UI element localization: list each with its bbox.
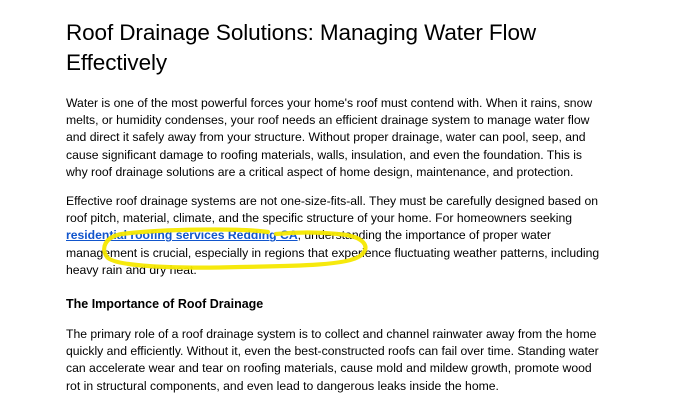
drainage-systems-paragraph <box>66 193 606 279</box>
intro-paragraph: Water is one of the most powerful forces your home's roof must contend with. When it rains, snow melts, or humidity condenses, your roof needs an efficient drainage system to manage water flow and direct it safely away from your structure. Without proper drainage, water can pool, seep, and cause significant damage to roofing materials, walls, insulation, and even the foundation. This is why roof drainage solutions are a critical aspect of home design, maintenance, and protection. <box>66 96 593 179</box>
importance-paragraph: The primary role of a roof drainage system is to collect and channel rainwater away from the home quickly and efficiently. Without it, even the best-constructed roofs can fail over time. Standing water can accelerate wear and tear on roofing materials, cause mold and mildew growth, promote wood rot in structural components, and even lead to dangerous leaks inside the home. <box>66 327 599 393</box>
residential-roofing-link[interactable]: residential roofing services Redding CA <box>66 228 298 243</box>
paragraph-text-before-link: Effective roof drainage systems are not one-size-fits-all. They must be carefully designed based on roof pitch, material, climate, and the specific structure of your home. For homeowners seeking <box>66 194 599 226</box>
section-heading: The Importance of Roof Drainage <box>66 297 264 312</box>
page-title: Roof Drainage Solutions: Managing Water Flow Effectively <box>66 20 537 75</box>
paragraph-text-after-link: , understanding the importance of proper water management is crucial, especially in regions that experience fluctuating weather patterns, including heavy rain and dry heat. <box>66 228 600 277</box>
document-body <box>66 18 606 395</box>
